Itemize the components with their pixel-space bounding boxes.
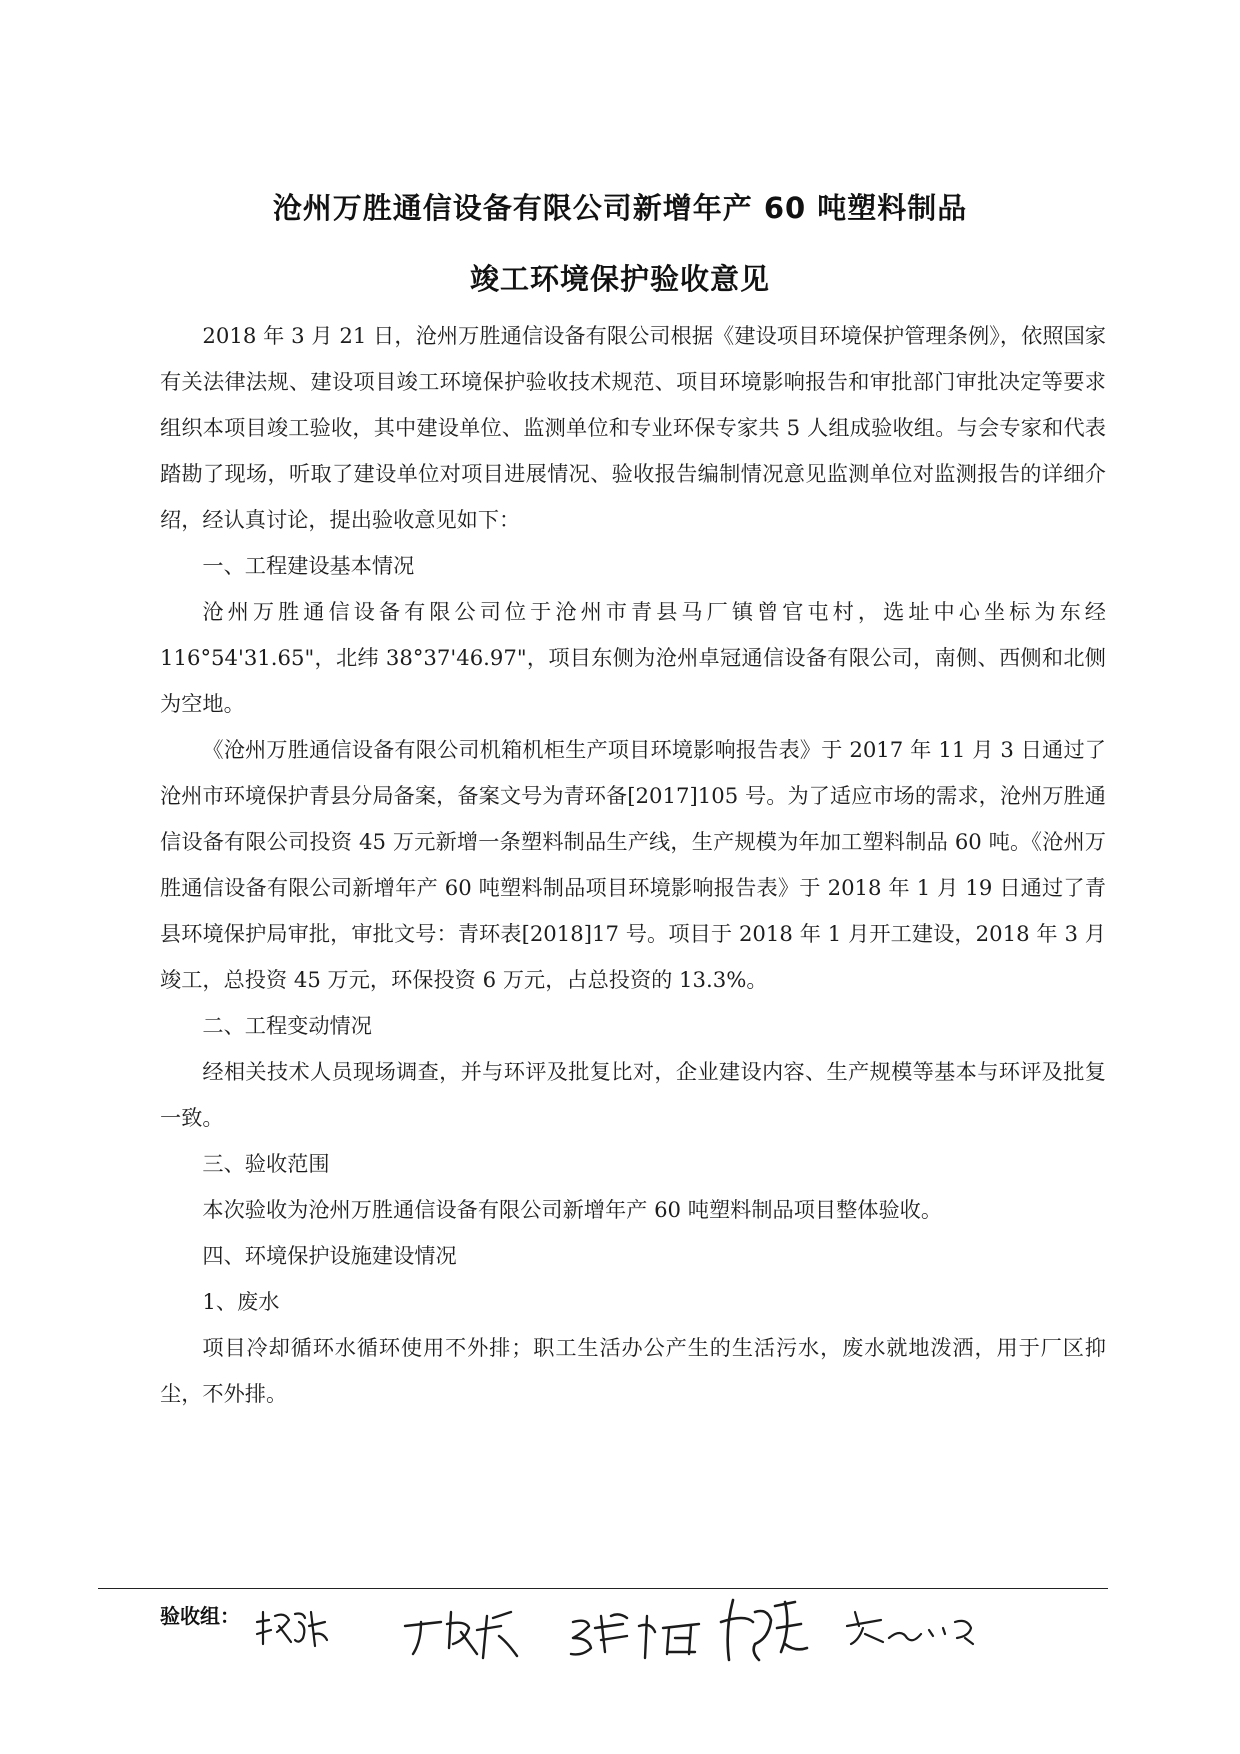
signature-3: [571, 1614, 699, 1658]
section-heading-2: 二、工程变动情况: [202, 1013, 372, 1038]
section-heading-4: 四、环境保护设施建设情况: [202, 1243, 457, 1268]
document-title-line2: 竣工环境保护验收意见: [469, 262, 770, 296]
paragraph-wastewater: 项目冷却循环水循环使用不外排；职工生活办公产生的生活污水，废水就地泼洒，用于厂区抑尘，不外排。: [160, 1335, 1106, 1406]
handwritten-signatures: [255, 1582, 1105, 1672]
paragraph-changes: 经相关技术人员现场调查，并与环评及批复比对，企业建设内容、生产规模等基本与环评及批复一致。: [160, 1059, 1106, 1130]
document-body: [160, 313, 1106, 1417]
document-title-line1: 沧州万胜通信设备有限公司新增年产 60 吨塑料制品: [272, 191, 968, 225]
section-heading-3: 三、验收范围: [202, 1151, 330, 1176]
subsection-heading-wastewater: 1、废水: [202, 1289, 280, 1314]
signature-2: [405, 1612, 517, 1658]
paragraph-approval: 《沧州万胜通信设备有限公司机箱机柜生产项目环境影响报告表》于 2017 年 11 月 3 日通过了沧州市环境保护青县分局备案，备案文号为青环备[2017]105 号。为了适应市场的需求，沧州万胜通信设备有限公司投资 45 万元新增一条塑料制品生产线，生产规模为年加工塑料制品 60 吨。《沧州万胜通信设备有限公司新增年产 60 吨塑料制品项目环境影响报告表》于 2018 年 1 月 19 日通过了青县环境保护局审批，审批文号：青环表[2018]17 号。项目于 2018 年 1 月开工建设，2018 年 3 月竣工，总投资 45 万元，环保投资 6 万元，占总投资的 13.3%。: [160, 737, 1106, 992]
signature-4: [721, 1600, 807, 1660]
paragraph-intro: 2018 年 3 月 21 日，沧州万胜通信设备有限公司根据《建设项目环境保护管理条例》，依照国家有关法律法规、建设项目竣工环境保护验收技术规范、项目环境影响报告和审批部门审批决定等要求组织本项目竣工验收，其中建设单位、监测单位和专业环保专家共 5 人组成验收组。与会专家和代表踏勘了现场，听取了建设单位对项目进展情况、验收报告编制情况意见监测单位对监测报告的详细介绍，经认真讨论，提出验收意见如下：: [160, 323, 1106, 532]
paragraph-scope: 本次验收为沧州万胜通信设备有限公司新增年产 60 吨塑料制品项目整体验收。: [202, 1197, 943, 1222]
signature-1: [257, 1612, 327, 1646]
signature-5: [847, 1612, 973, 1644]
section-heading-1: 一、工程建设基本情况: [202, 553, 415, 578]
paragraph-location: 沧州万胜通信设备有限公司位于沧州市青县马厂镇曾官屯村，选址中心坐标为东经 116°54'31.65"，北纬 38°37'46.97"，项目东侧为沧州卓冠通信设备有限公司，南侧、西侧和北侧为空地。: [160, 599, 1106, 716]
acceptance-group-label: 验收组：: [160, 1604, 240, 1628]
